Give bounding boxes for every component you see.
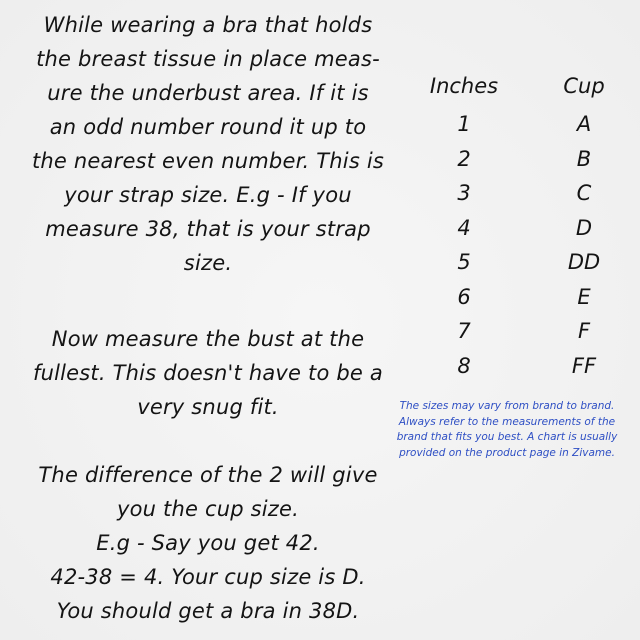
instruction-line: Now measure the bust at the: [51, 327, 365, 351]
note-line: Always refer to the measurements of the: [398, 415, 616, 428]
instruction-line: ure the underbust area. If it is: [47, 81, 369, 105]
instruction-line: 42-38 = 4. Your cup size is D.: [50, 565, 366, 589]
inches-cell: 8: [457, 353, 471, 378]
header-inches: Inches: [429, 74, 499, 98]
table-row: [420, 319, 620, 354]
instruction-line: very snug fit.: [137, 395, 279, 419]
table-row: [420, 112, 620, 147]
instruction-line: your strap size. E.g - If you: [64, 183, 352, 207]
table-row: [420, 250, 620, 285]
table-row: [420, 216, 620, 251]
instruction-line: size.: [183, 251, 233, 275]
instruction-line: E.g - Say you get 42.: [96, 531, 320, 555]
note-line: The sizes may vary from brand to brand.: [399, 400, 615, 412]
table-row: [420, 147, 620, 182]
inches-cell: 6: [457, 284, 471, 309]
cup-cell: B: [576, 146, 592, 171]
bust-instructions: [8, 322, 408, 424]
instruction-line: the breast tissue in place meas-: [36, 47, 380, 71]
inches-cell: 5: [457, 250, 471, 274]
cup-size-instructions: [8, 458, 408, 628]
table-header: [420, 74, 620, 108]
instruction-line: While wearing a bra that holds: [43, 13, 373, 37]
inches-cell: 7: [457, 319, 471, 343]
table-row: [420, 181, 620, 216]
instruction-line: the nearest even number. This is: [31, 149, 385, 173]
table-row: [420, 354, 620, 389]
cup-cell: F: [577, 319, 591, 343]
note-line: brand that fits you best. A chart is usually: [396, 431, 618, 443]
cup-cell: DD: [567, 250, 601, 274]
cup-cell: C: [576, 181, 592, 205]
table-row: [420, 285, 620, 320]
underbust-instructions: [8, 8, 408, 280]
cup-cell: E: [577, 284, 591, 309]
inches-cell: 1: [457, 112, 471, 136]
instruction-line: The difference of the 2 will give: [38, 463, 378, 487]
cup-cell: D: [575, 215, 593, 240]
inches-cell: 4: [457, 215, 471, 240]
note-line: provided on the product page in Zivame.: [399, 446, 615, 459]
cup-size-table: [420, 74, 620, 388]
instruction-line: fullest. This doesn't have to be a: [33, 361, 383, 385]
inches-cell: 3: [457, 181, 471, 205]
instruction-line: measure 38, that is your strap: [45, 217, 371, 241]
instruction-line: an odd number round it up to: [49, 115, 367, 139]
header-cup: Cup: [563, 74, 605, 98]
inches-cell: 2: [457, 146, 471, 171]
cup-cell: FF: [571, 353, 597, 378]
instruction-line: you the cup size.: [116, 497, 300, 521]
instruction-line: You should get a bra in 38D.: [56, 599, 360, 623]
cup-cell: A: [576, 112, 592, 136]
brand-variation-note: [374, 399, 640, 461]
